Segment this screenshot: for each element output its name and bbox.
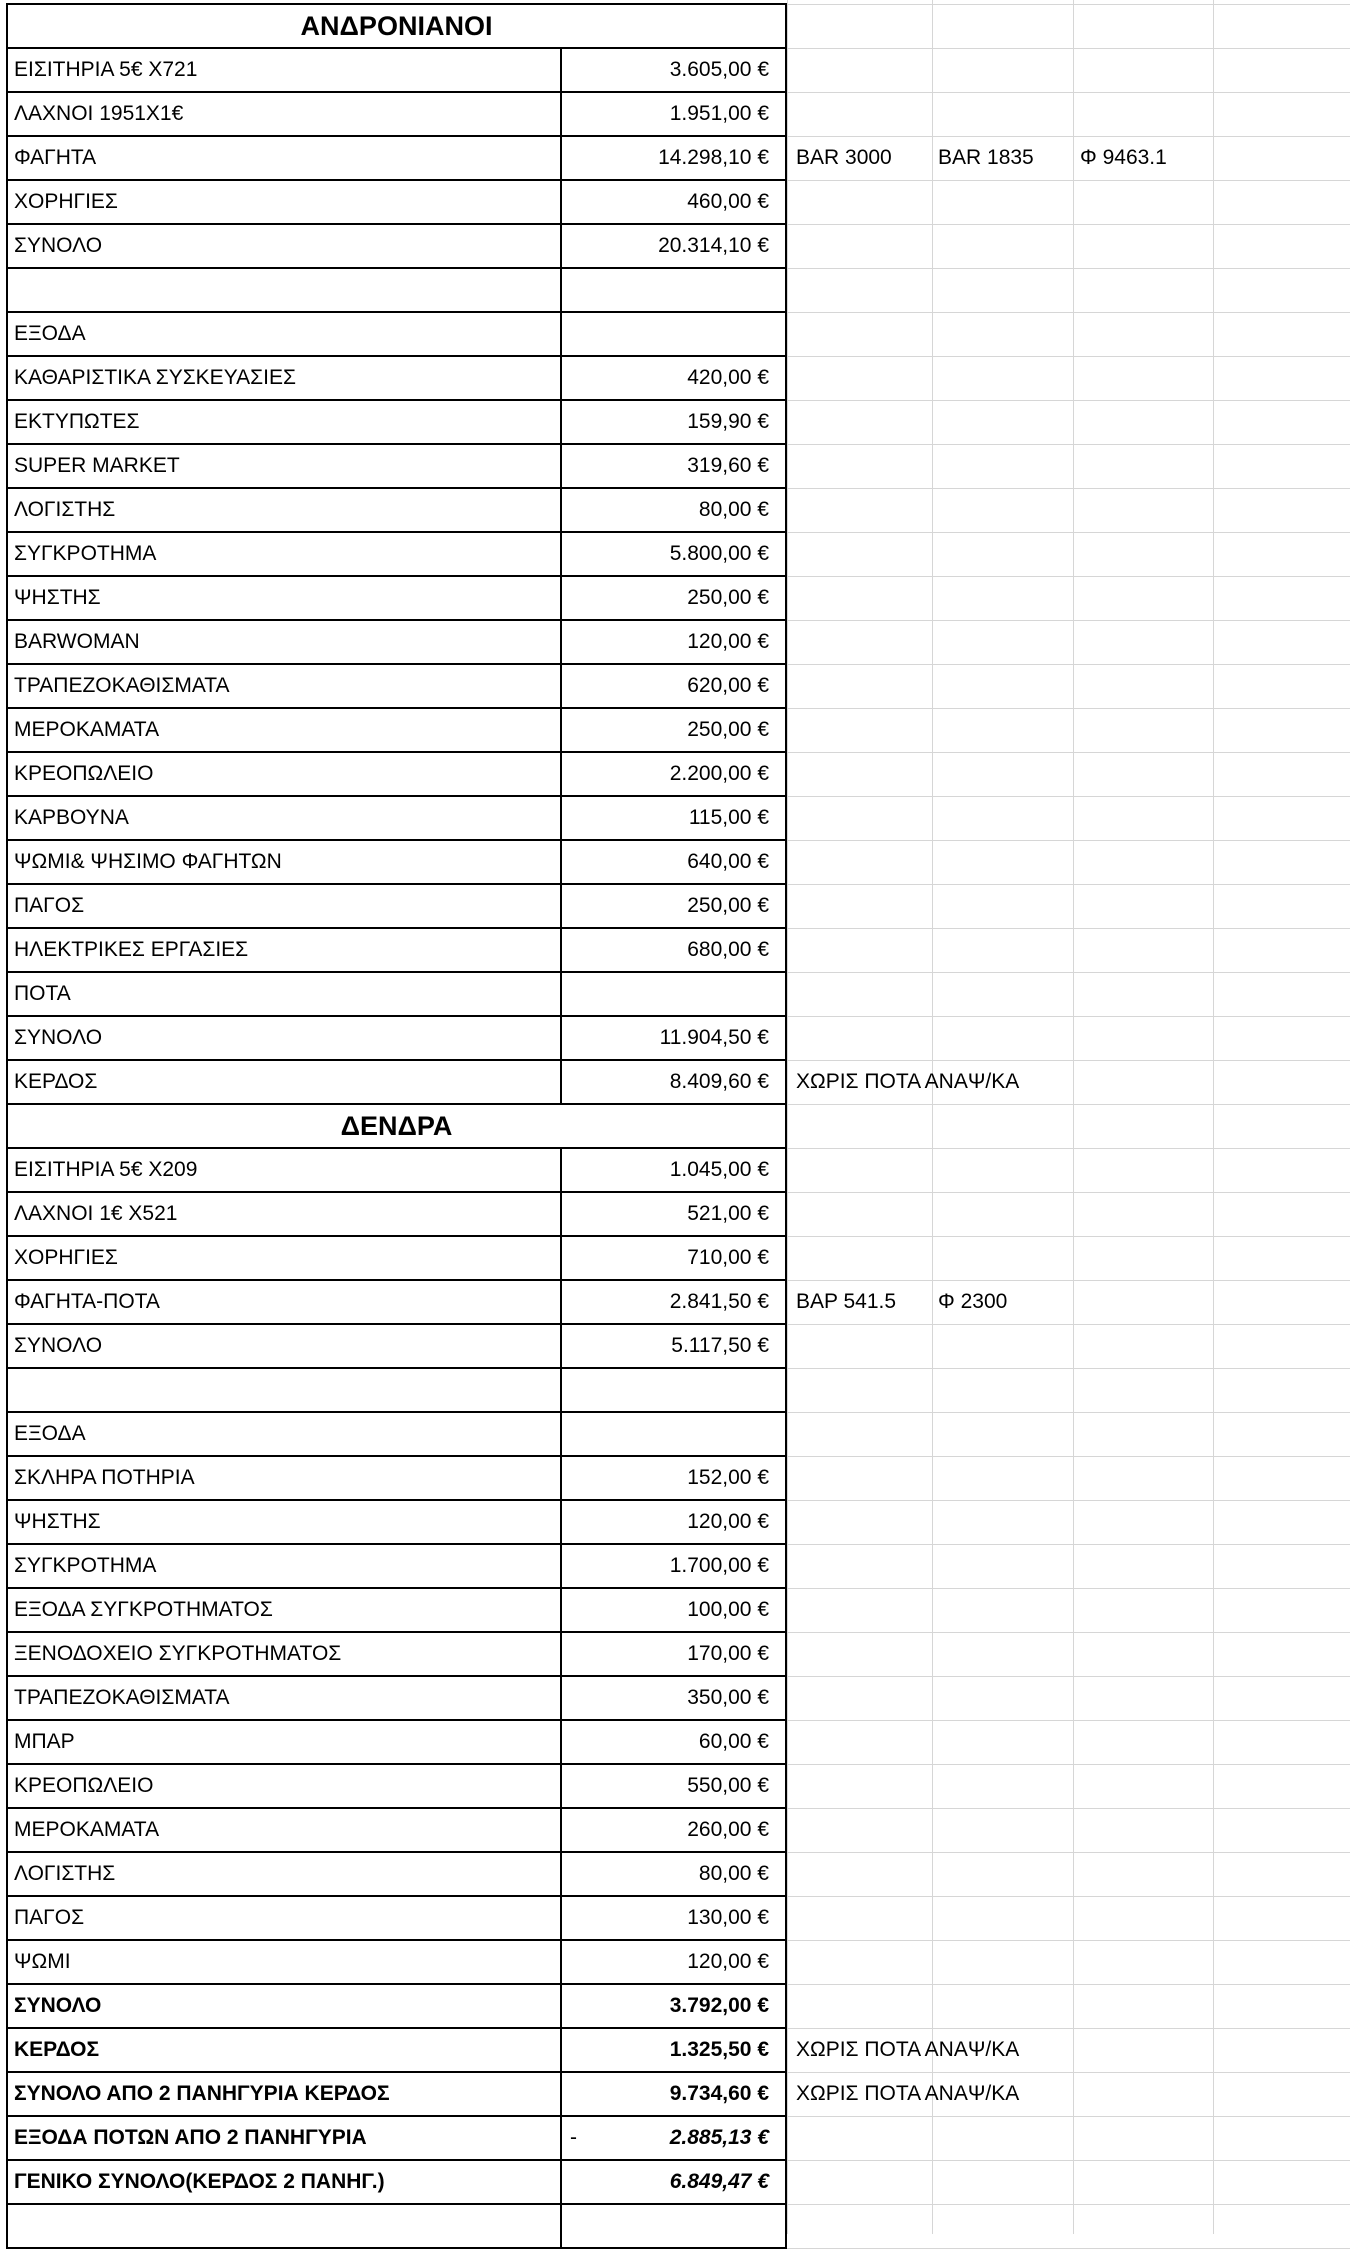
table-border-h — [6, 927, 787, 929]
table-row — [0, 1324, 1350, 1368]
table-border-v — [6, 1104, 8, 2248]
table-row — [0, 2028, 1350, 2072]
table-row — [0, 1236, 1350, 1280]
table-border-h — [6, 1675, 787, 1677]
table-border-h — [6, 1587, 787, 1589]
row-label-cell[interactable] — [8, 1368, 558, 1412]
grid-row-line — [787, 1236, 1350, 1237]
table-row — [0, 2116, 1350, 2160]
row-value-cell[interactable]: 1.045,00 € — [669, 1158, 769, 1181]
row-label-cell[interactable]: ΚΑΘΑΡΙΣΤΙΚΑ ΣΥΣΚΕΥΑΣΙΕΣ — [14, 366, 296, 389]
grid-row-line — [787, 1984, 1350, 1985]
table-border-h — [6, 2203, 787, 2205]
table-border-h — [6, 1411, 787, 1413]
row-value-cell[interactable]: 550,00 € — [687, 1774, 769, 1797]
row-value-cell[interactable] — [560, 2204, 785, 2248]
grid-row-line — [787, 1720, 1350, 1721]
table-border-h — [6, 355, 787, 357]
table-border-h — [6, 47, 787, 49]
grid-row-line — [787, 884, 1350, 885]
row-value-cell[interactable]: 680,00 € — [687, 938, 769, 961]
row-label-cell[interactable] — [8, 2204, 558, 2248]
table-row — [0, 1984, 1350, 2028]
row-label-cell[interactable]: ΦΑΓΗΤΑ — [14, 146, 97, 169]
row-note-cell[interactable]: BAR 1835 — [938, 146, 1034, 169]
row-label-cell[interactable]: ΚΕΡΔΟΣ — [14, 2038, 100, 2061]
table-row — [0, 2204, 1350, 2248]
grid-row-line — [787, 1676, 1350, 1677]
table-row — [0, 48, 1350, 92]
table-border-h — [6, 707, 787, 709]
table-border-h — [6, 1631, 787, 1633]
table-row — [0, 488, 1350, 532]
row-label-cell[interactable]: ΗΛΕΚΤΡΙΚΕΣ ΕΡΓΑΣΙΕΣ — [14, 938, 249, 961]
table-border-h — [6, 1939, 787, 1941]
table-row — [0, 2160, 1350, 2204]
grid-row-line — [787, 92, 1350, 93]
row-note-cell[interactable]: BAR 3000 — [796, 146, 892, 169]
table-border-v — [6, 4, 8, 1104]
table-row — [0, 1852, 1350, 1896]
row-label-cell[interactable]: ΕΚΤΥΠΩΤΕΣ — [14, 410, 140, 433]
row-value-cell[interactable]: 5.117,50 € — [671, 1334, 769, 1357]
grid-row-line — [787, 1764, 1350, 1765]
grid-row-line — [787, 1368, 1350, 1369]
table-border-h — [6, 487, 787, 489]
table-row — [0, 1632, 1350, 1676]
grid-row-line — [787, 664, 1350, 665]
row-value-cell[interactable]: 120,00 € — [687, 1950, 769, 1973]
grid-row-line — [787, 1148, 1350, 1149]
row-value-cell[interactable]: 152,00 € — [687, 1466, 769, 1489]
row-label-cell[interactable]: ΛΟΓΙΣΤΗΣ — [14, 498, 116, 521]
table-border-h — [6, 267, 787, 269]
grid-row-line — [787, 1632, 1350, 1633]
row-value-cell[interactable]: 1.700,00 € — [669, 1554, 769, 1577]
table-border-h — [6, 311, 787, 313]
row-label-cell[interactable]: ΜΕΡΟΚΑΜΑΤΑ — [14, 718, 160, 741]
row-label-cell[interactable]: ΠΑΓΟΣ — [14, 894, 85, 917]
table-border-h — [6, 399, 787, 401]
table-border-h — [6, 575, 787, 577]
row-label-cell[interactable]: ΓΕΝΙΚΟ ΣΥΝΟΛΟ(ΚΕΡΔΟΣ 2 ΠΑΝΗΓ.) — [14, 2170, 385, 2193]
table-border-h — [6, 1367, 787, 1369]
section-title-row — [0, 1104, 1350, 1148]
row-label-cell[interactable]: ΨΗΣΤΗΣ — [14, 586, 101, 609]
table-row — [0, 356, 1350, 400]
table-row — [0, 1544, 1350, 1588]
row-value-cell[interactable]: 460,00 € — [687, 190, 769, 213]
grid-row-line — [787, 1588, 1350, 1589]
table-border-h — [6, 179, 787, 181]
table-border-h — [6, 1543, 787, 1545]
row-value-cell[interactable]: 3.792,00 € — [669, 1994, 769, 2017]
section-title-row — [0, 4, 1350, 48]
row-value-cell[interactable]: 60,00 € — [698, 1730, 769, 1753]
table-row — [0, 928, 1350, 972]
row-value-cell[interactable]: 1.325,50 € — [669, 2038, 769, 2061]
row-value-cell[interactable]: 11.904,50 € — [659, 1026, 769, 1049]
row-value-cell[interactable]: 1.951,00 € — [669, 102, 769, 125]
row-value-cell[interactable]: 350,00 € — [687, 1686, 769, 1709]
table-border-h — [6, 619, 787, 621]
table-border-h — [6, 2027, 787, 2029]
row-value-cell[interactable]: 2.885,13 € — [669, 2126, 769, 2149]
table-row — [0, 1940, 1350, 1984]
row-value-cell[interactable]: 20.314,10 € — [658, 234, 769, 257]
grid-row-line — [787, 356, 1350, 357]
row-note-cell[interactable]: ΧΩΡΙΣ ΠΟΤΑ ΑΝΑΨ/ΚΑ — [796, 2038, 1020, 2061]
grid-row-line — [787, 1544, 1350, 1545]
row-label-cell[interactable]: ΕΞΟΔΑ ΠΟΤΩΝ ΑΠΟ 2 ΠΑΝΗΓΥΡΙΑ — [14, 2126, 367, 2149]
table-row — [0, 444, 1350, 488]
row-label-cell[interactable]: ΧΟΡΗΓΙΕΣ — [14, 190, 118, 213]
grid-row-line — [787, 1324, 1350, 1325]
table-border-h — [6, 971, 787, 973]
table-row — [0, 312, 1350, 356]
table-border-h — [6, 1323, 787, 1325]
table-border-h — [6, 1015, 787, 1017]
table-border-h — [6, 839, 787, 841]
grid-row-line — [787, 796, 1350, 797]
table-border-h — [6, 795, 787, 797]
row-label-cell[interactable]: ΚΡΕΟΠΩΛΕΙΟ — [14, 1774, 154, 1797]
grid-row-line — [787, 444, 1350, 445]
row-value-cell[interactable]: 640,00 € — [687, 850, 769, 873]
row-value-cell[interactable]: 100,00 € — [687, 1598, 769, 1621]
table-border-h — [6, 1059, 787, 1061]
table-row — [0, 180, 1350, 224]
table-row — [0, 1016, 1350, 1060]
row-label-cell[interactable]: ΜΠΑΡ — [14, 1730, 75, 1753]
table-border-h — [6, 135, 787, 137]
table-row — [0, 884, 1350, 928]
row-value-cell[interactable]: 9.734,60 € — [669, 2082, 769, 2105]
table-row — [0, 224, 1350, 268]
row-label-cell[interactable]: ΠΟΤΑ — [14, 982, 71, 1005]
table-border-h — [6, 443, 787, 445]
row-value-cell[interactable]: 521,00 € — [687, 1202, 769, 1225]
row-value-cell[interactable]: 120,00 € — [687, 630, 769, 653]
row-value-cell[interactable] — [560, 1412, 785, 1456]
table-row — [0, 1720, 1350, 1764]
row-value-cell[interactable]: 420,00 € — [687, 366, 769, 389]
table-border-h — [6, 1147, 787, 1149]
row-value-cell[interactable]: 5.800,00 € — [669, 542, 769, 565]
table-border-v — [560, 48, 562, 1104]
table-row — [0, 136, 1350, 180]
table-border-h — [6, 1983, 787, 1985]
table-border-h — [6, 1235, 787, 1237]
row-label-cell[interactable]: ΧΟΡΗΓΙΕΣ — [14, 1246, 118, 1269]
row-label-cell[interactable]: ΛΑΧΝΟΙ 1€ Χ521 — [14, 1202, 178, 1225]
table-border-h — [6, 531, 787, 533]
grid-row-line — [787, 400, 1350, 401]
row-label-cell[interactable]: ΤΡΑΠΕΖΟΚΑΘΙΣΜΑΤΑ — [14, 674, 230, 697]
table-row — [0, 1588, 1350, 1632]
grid-row-line — [787, 1016, 1350, 1017]
table-row — [0, 2072, 1350, 2116]
table-row — [0, 1764, 1350, 1808]
row-label-cell[interactable]: ΚΑΡΒΟΥΝΑ — [14, 806, 129, 829]
table-border-h — [6, 1895, 787, 1897]
row-value-cell[interactable]: 319,60 € — [687, 454, 769, 477]
row-label-cell[interactable]: ΕΞΟΔΑ — [14, 1422, 86, 1445]
row-label-cell[interactable]: ΞΕΝΟΔΟΧΕΙΟ ΣΥΓΚΡΟΤΗΜΑΤΟΣ — [14, 1642, 342, 1665]
row-note-cell[interactable]: ΧΩΡΙΣ ΠΟΤΑ ΑΝΑΨ/ΚΑ — [796, 2082, 1020, 2105]
row-label-cell[interactable]: ΣΥΝΟΛΟ — [14, 1994, 102, 2017]
grid-row-line — [787, 620, 1350, 621]
table-border-h — [6, 883, 787, 885]
table-border-v — [560, 1148, 562, 2248]
row-label-cell[interactable]: ΣΥΝΟΛΟ — [14, 234, 103, 257]
row-label-cell[interactable]: ΣΥΝΟΛΟ ΑΠΟ 2 ΠΑΝΗΓΥΡΙΑ ΚΕΡΔΟΣ — [14, 2082, 390, 2105]
row-value-cell[interactable] — [560, 972, 785, 1016]
section-title: ΑΝΔΡΟΝΙΑΝΟΙ — [300, 11, 493, 41]
row-value-cell[interactable]: 250,00 € — [687, 586, 769, 609]
table-row — [0, 708, 1350, 752]
row-label-cell[interactable]: ΨΩΜΙ& ΨΗΣΙΜΟ ΦΑΓΗΤΩΝ — [14, 850, 282, 873]
row-value-cell[interactable]: 260,00 € — [687, 1818, 769, 1841]
grid-row-line — [787, 48, 1350, 49]
row-label-cell[interactable]: ΤΡΑΠΕΖΟΚΑΘΙΣΜΑΤΑ — [14, 1686, 230, 1709]
table-border-h — [6, 1103, 787, 1105]
row-value-cell[interactable] — [560, 312, 785, 356]
grid-row-line — [787, 2116, 1350, 2117]
grid-row-line — [787, 488, 1350, 489]
grid-row-line — [787, 4, 1350, 5]
table-border-h — [6, 91, 787, 93]
row-label-cell[interactable]: ΣΚΛΗΡΑ ΠΟΤΗΡΙΑ — [14, 1466, 195, 1489]
row-label-cell[interactable]: ΚΕΡΔΟΣ — [14, 1070, 98, 1093]
grid-row-line — [787, 2204, 1350, 2205]
row-label-cell[interactable]: ΕΙΣΙΤΗΡΙΑ 5€ Χ721 — [14, 58, 198, 81]
row-value-cell[interactable]: 14.298,10 € — [658, 146, 769, 169]
table-border-h — [6, 1455, 787, 1457]
grid-row-line — [787, 972, 1350, 973]
row-note-cell[interactable]: Φ 2300 — [938, 1290, 1008, 1313]
row-label-cell[interactable]: ΣΥΓΚΡΟΤΗΜΑ — [14, 542, 157, 565]
table-border-h — [6, 1807, 787, 1809]
table-row — [0, 1808, 1350, 1852]
table-border-h — [6, 1191, 787, 1193]
grid-row-line — [787, 180, 1350, 181]
table-row — [0, 1148, 1350, 1192]
row-note-cell[interactable]: ΒΑΡ 541.5 — [796, 1290, 897, 1313]
table-border-h — [6, 2115, 787, 2117]
row-value-cell[interactable]: 250,00 € — [687, 894, 769, 917]
row-label-cell[interactable]: ΕΞΟΔΑ — [14, 322, 86, 345]
table-border-h — [6, 2071, 787, 2073]
value-sign: - — [570, 2126, 577, 2149]
row-value-cell[interactable]: 250,00 € — [687, 718, 769, 741]
section-title: ΔΕΝΔΡΑ — [340, 1111, 453, 1141]
grid-row-line — [787, 1940, 1350, 1941]
grid-row-line — [787, 136, 1350, 137]
row-label-cell[interactable]: BARWOMAN — [14, 630, 140, 653]
table-border-h — [6, 2159, 787, 2161]
row-value-cell[interactable]: 120,00 € — [687, 1510, 769, 1533]
grid-row-line — [787, 2072, 1350, 2073]
row-value-cell[interactable]: 159,90 € — [687, 410, 769, 433]
row-value-cell[interactable]: 3.605,00 € — [669, 58, 769, 81]
row-label-cell[interactable] — [8, 268, 558, 312]
row-value-cell[interactable]: 620,00 € — [687, 674, 769, 697]
table-border-h — [6, 1851, 787, 1853]
table-row — [0, 1676, 1350, 1720]
grid-row-line — [787, 532, 1350, 533]
row-label-cell[interactable]: ΜΕΡΟΚΑΜΑΤΑ — [14, 1818, 160, 1841]
grid-row-line — [787, 1852, 1350, 1853]
table-row — [0, 840, 1350, 884]
table-row — [0, 620, 1350, 664]
table-row — [0, 972, 1350, 1016]
grid-row-line — [787, 2028, 1350, 2029]
grid-row-line — [787, 752, 1350, 753]
row-label-cell[interactable]: ΣΥΝΟΛΟ — [14, 1026, 103, 1049]
row-label-cell[interactable]: ΣΥΝΟΛΟ — [14, 1334, 103, 1357]
row-label-cell[interactable]: SUPER MARKET — [14, 454, 180, 477]
table-border-v — [785, 1104, 787, 2248]
row-value-cell[interactable]: 2.841,50 € — [669, 1290, 769, 1313]
grid-row-line — [787, 576, 1350, 577]
grid-row-line — [787, 312, 1350, 313]
grid-row-line — [787, 224, 1350, 225]
table-row — [0, 576, 1350, 620]
row-label-cell[interactable]: ΦΑΓΗΤΑ-ΠΟΤΑ — [14, 1290, 160, 1313]
table-row — [0, 1456, 1350, 1500]
table-border-h — [6, 223, 787, 225]
grid-row-line — [787, 1104, 1350, 1105]
table-row — [0, 1368, 1350, 1412]
table-border-h — [6, 751, 787, 753]
row-label-cell[interactable]: ΚΡΕΟΠΩΛΕΙΟ — [14, 762, 154, 785]
row-value-cell[interactable]: 710,00 € — [687, 1246, 769, 1269]
row-label-cell[interactable]: ΛΟΓΙΣΤΗΣ — [14, 1862, 116, 1885]
grid-row-line — [787, 1060, 1350, 1061]
row-value-cell[interactable]: 80,00 € — [698, 498, 769, 521]
row-label-cell[interactable]: ΕΞΟΔΑ ΣΥΓΚΡΟΤΗΜΑΤΟΣ — [14, 1598, 273, 1621]
grid-row-line — [787, 2160, 1350, 2161]
grid-row-line — [787, 1412, 1350, 1413]
row-label-cell[interactable]: ΨΩΜΙ — [14, 1950, 71, 1973]
row-value-cell[interactable]: 130,00 € — [687, 1906, 769, 1929]
row-value-cell[interactable]: 115,00 € — [688, 806, 769, 829]
table-row — [0, 400, 1350, 444]
table-row — [0, 752, 1350, 796]
row-label-cell[interactable]: ΣΥΓΚΡΟΤΗΜΑ — [14, 1554, 157, 1577]
row-value-cell[interactable]: 8.409,60 € — [669, 1070, 769, 1093]
grid-row-line — [787, 1456, 1350, 1457]
table-row — [0, 1412, 1350, 1456]
table-border-h — [6, 1719, 787, 1721]
grid-row-line — [787, 1280, 1350, 1281]
row-label-cell[interactable]: ΛΑΧΝΟΙ 1951Χ1€ — [14, 102, 184, 125]
table-border-h — [6, 1279, 787, 1281]
table-border-h — [6, 1499, 787, 1501]
row-note-cell[interactable]: ΧΩΡΙΣ ΠΟΤΑ ΑΝΑΨ/ΚΑ — [796, 1070, 1020, 1093]
grid-row-line — [787, 1896, 1350, 1897]
table-border-v — [785, 4, 787, 1104]
row-note-cell[interactable]: Φ 9463.1 — [1080, 146, 1167, 169]
table-row — [0, 1896, 1350, 1940]
grid-row-line — [787, 1808, 1350, 1809]
table-row — [0, 532, 1350, 576]
row-label-cell[interactable]: ΨΗΣΤΗΣ — [14, 1510, 101, 1533]
row-value-cell[interactable] — [560, 268, 785, 312]
table-row — [0, 1060, 1350, 1104]
row-value-cell[interactable]: 2.200,00 € — [669, 762, 769, 785]
grid-row-line — [787, 268, 1350, 269]
grid-row-line — [787, 1192, 1350, 1193]
table-row — [0, 268, 1350, 312]
row-label-cell[interactable]: ΕΙΣΙΤΗΡΙΑ 5€ Χ209 — [14, 1158, 198, 1181]
grid-row-line — [787, 840, 1350, 841]
grid-row-line — [787, 928, 1350, 929]
table-row — [0, 1192, 1350, 1236]
row-value-cell[interactable]: 6.849,47 € — [669, 2170, 769, 2193]
row-value-cell[interactable] — [560, 1368, 785, 1412]
row-label-cell[interactable]: ΠΑΓΟΣ — [14, 1906, 85, 1929]
grid-row-line — [787, 708, 1350, 709]
table-border-h — [6, 663, 787, 665]
table-row — [0, 92, 1350, 136]
table-row — [0, 1280, 1350, 1324]
row-value-cell[interactable]: 170,00 € — [687, 1642, 769, 1665]
table-row — [0, 664, 1350, 708]
grid-row-line — [787, 1500, 1350, 1501]
table-row — [0, 1500, 1350, 1544]
row-value-cell[interactable]: 80,00 € — [698, 1862, 769, 1885]
table-row — [0, 796, 1350, 840]
table-border-h — [6, 1763, 787, 1765]
table-border-h — [6, 3, 787, 5]
